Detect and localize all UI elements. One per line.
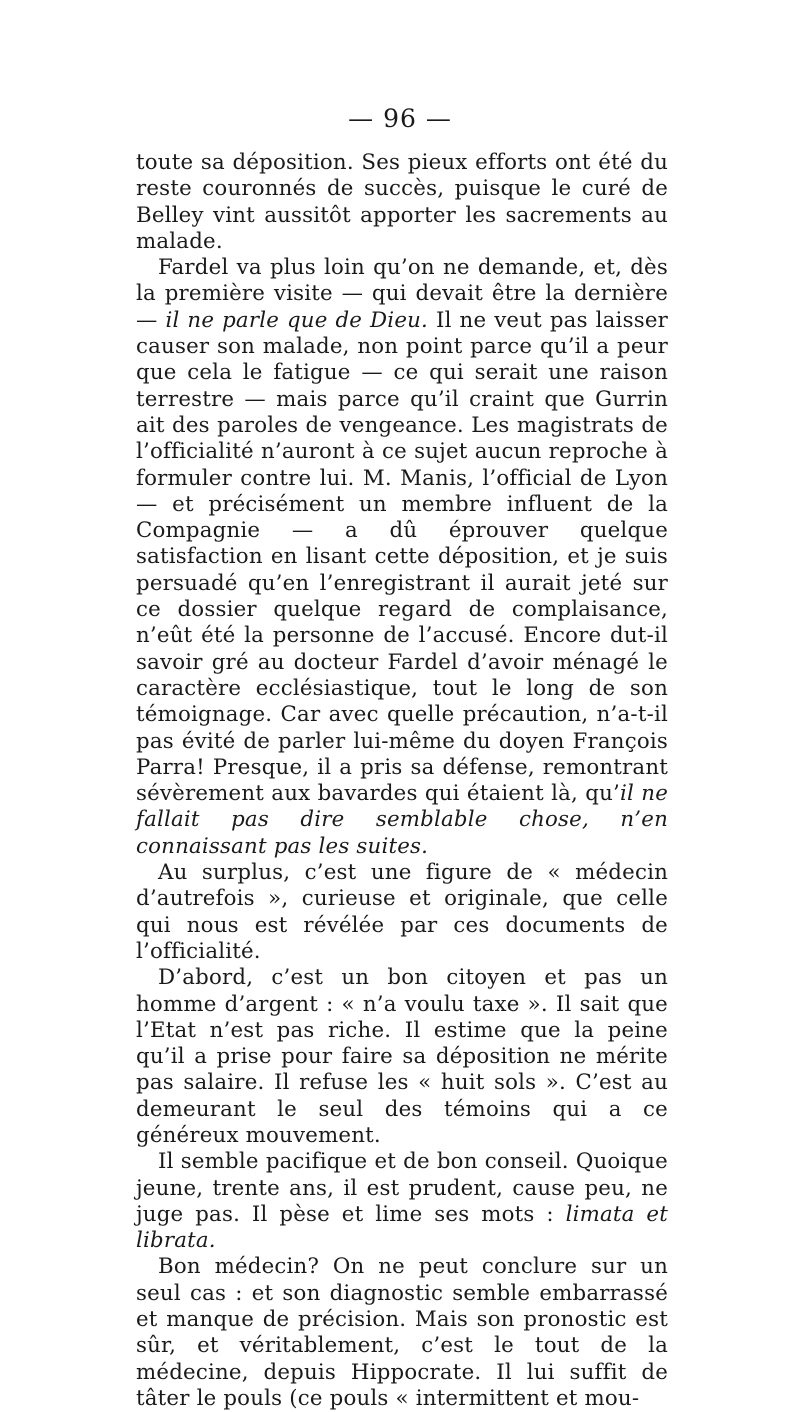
paragraph-5-text-1: Il semble pacifique et de bon conseil. Quoique jeune, trente ans, il est prudent, cause peu, ne juge pas. Il pèse et lime ses mots : — [136, 1149, 668, 1227]
paragraph-2-italic-2: il ne fallait pas dire semblable chose, n’en connaissant pas les suites. — [136, 781, 668, 859]
paragraph-2-italic-1: il ne parle que de Dieu. — [165, 307, 429, 333]
paragraph-6 — [136, 1254, 668, 1412]
paragraph-3 — [136, 860, 668, 965]
paragraph-4-text-1: D’abord, c’est un bon citoyen et pas un homme d’argent : « n’a voulu taxe ». Il sait que l’Etat n’est pas riche. Il estime que la peine qu’il a prise pour faire sa déposition ne mérite pas salaire. Il refuse les « huit sols ». C’est au demeurant le seul des témoins qui a ce généreux mouvement. — [136, 965, 668, 1148]
paragraph-4 — [136, 965, 668, 1149]
paragraph-2 — [136, 255, 668, 860]
paragraph-5-italic-1: limata et librata. — [136, 1201, 668, 1254]
paragraph-6-text-1: Bon médecin? On ne peut conclure sur un seul cas : et son diagnostic semble embarrassé et manque de précision. Mais son pronostic est sûr, et véritablement, c’est le tout de la médecine, depuis Hippocrate. Il lui suffit de tâter le pouls (ce pouls « intermittent et mou- — [136, 1254, 668, 1411]
paragraph-5 — [136, 1149, 668, 1254]
paragraph-3-text-1: Au surplus, c’est une figure de « médecin d’autrefois », curieuse et originale, que celle qui nous est révélée par ces documents de l’officialité. — [136, 860, 668, 964]
page-number: — 96 — — [348, 104, 452, 133]
paragraph-1 — [136, 150, 668, 255]
paragraph-1-text-1: toute sa déposition. Ses pieux efforts ont été du reste couronnés de succès, puisque le curé de Belley vint aussitôt apporter les sacrements au malade. — [136, 150, 668, 254]
body-text — [136, 150, 668, 1412]
paragraph-2-text-2: Il ne veut pas laisser causer son malade, non point parce qu’il a peur que cela le fatigue — ce qui serait une raison terrestre — mais parce qu’il craint que Gurrin ait des paroles de vengeance. Les magistrats de l’officialité n’auront à ce sujet aucun reproche à formuler contre lui. M. Manis, l’official de Lyon — et précisément un membre influent de la Compagnie — a dû éprouver quelque satisfaction en lisant cette déposition, et je suis persuadé qu’en l’enregistrant il aurait jeté sur ce dossier quelque regard de complaisance, n’eût été la personne de l’accusé. Encore dut-il savoir gré au docteur Fardel d’avoir ménagé le caractère ecclésiastique, tout le long de son témoignage. Car avec quelle précaution, n’a-t-il pas évité de parler lui-même du doyen François Parra! Presque, il a pris sa défense, remontrant sévèrement aux bavardes qui étaient là, qu’ — [136, 307, 669, 807]
paragraph-2-text-1: Fardel va plus loin qu’on ne demande, et, dès la première visite — qui devait être la dernière — — [136, 255, 668, 333]
